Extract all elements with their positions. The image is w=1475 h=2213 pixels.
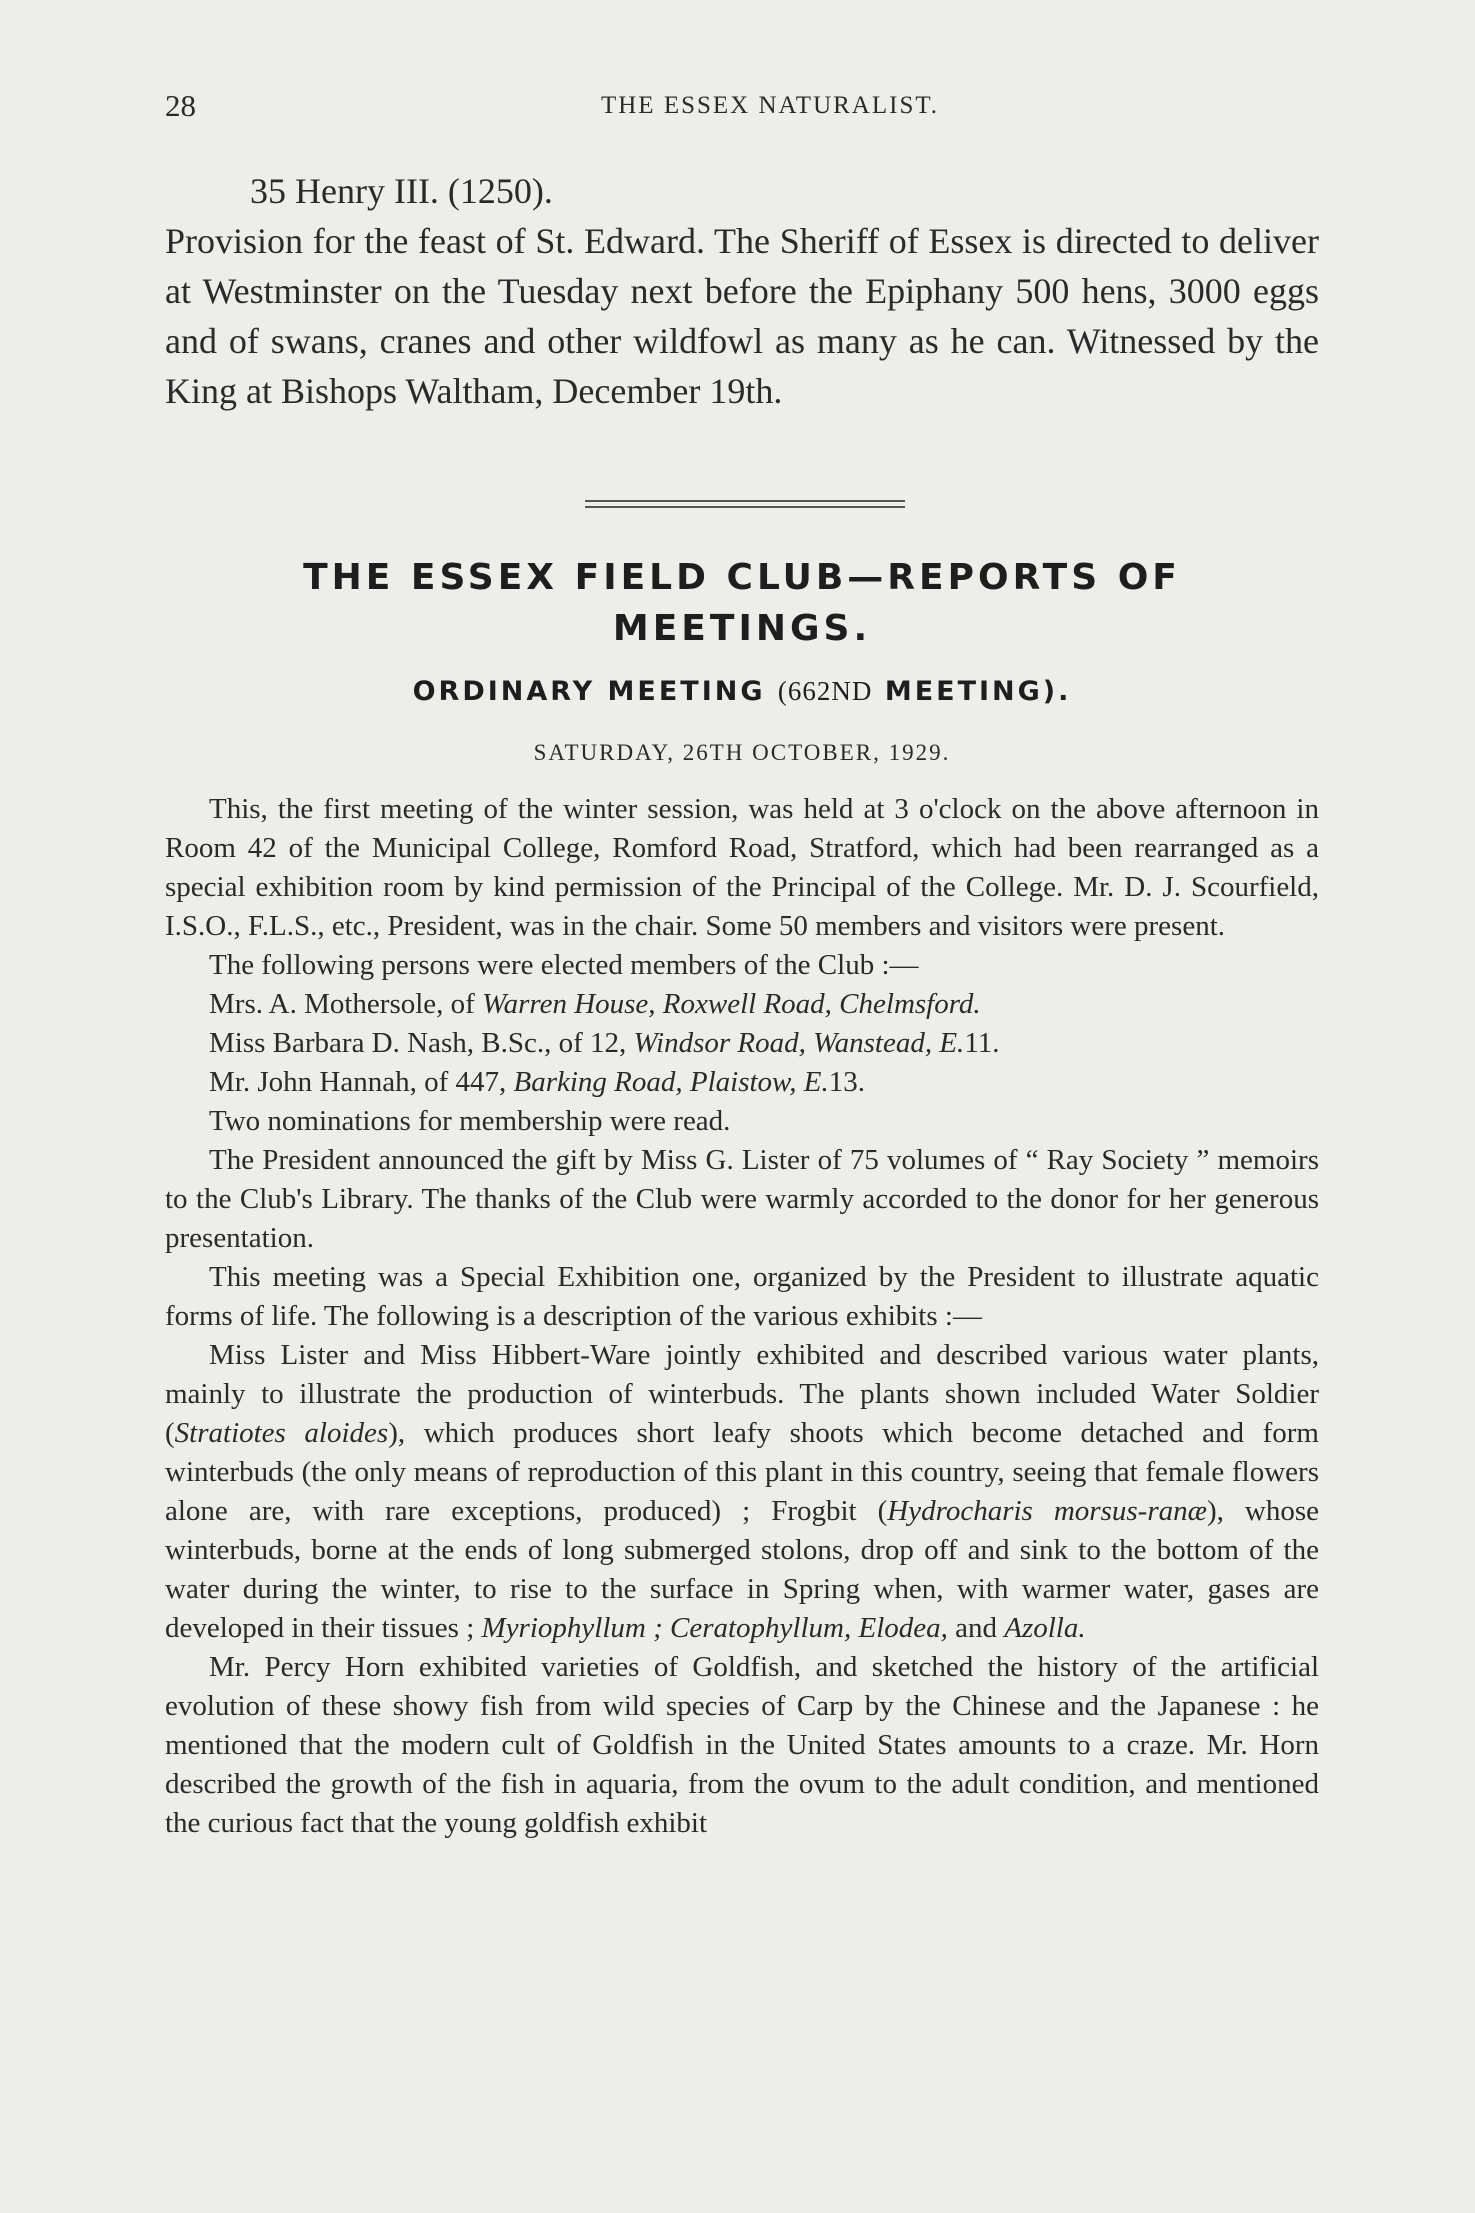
- paragraph-opening: This, the first meeting of the winter session, was held at 3 o'clock on the above afternoon in Room 42 of the Municipal College, Romford Road, Stratford, which had been rearranged as a special exhibition room by kind permission of the Principal of the College. Mr. D. J. Scourfield, I.S.O., F.L.S., etc., President, was in the chair. Some 50 members and visitors were present.: [165, 793, 1319, 942]
- text-run: Miss Lister and Miss Hibbert-Ware jointly exhibited and described various water plants, mainly to illustrate the production of winterbuds. The plants shown included Water Soldier (: [165, 1339, 1319, 1449]
- member-name: Mr. John Hannah, of 447,: [209, 1066, 514, 1098]
- member-postcode: 11.: [964, 1027, 1000, 1059]
- member-address: Windsor Road, Wanstead, E.: [633, 1027, 965, 1059]
- text-run: ), whose winterbuds, borne at the ends of long submerged stolons, drop off and sink to the bottom of the water during the winter, to rise to the surface in Spring when, with warmer water, gases are developed in their tissues ;: [165, 1495, 1319, 1644]
- paragraph-nominations: Two nominations for membership were read.: [209, 1105, 731, 1137]
- species-name: Azolla.: [1004, 1612, 1086, 1644]
- species-name: Hydrocharis morsus-ranæ: [887, 1495, 1207, 1527]
- entry-heading: 35 Henry III. (1250).: [250, 171, 553, 211]
- species-name: Myriophyllum ; Ceratophyllum, Elodea,: [481, 1612, 948, 1644]
- report-title: [165, 552, 1319, 654]
- paragraph-goldfish: Mr. Percy Horn exhibited varieties of Goldfish, and sketched the history of the artificial evolution of these showy fish from wild species of Carp by the Chinese and the Japanese : he mentioned that the modern cult of Goldfish in the United States amounts to a craze. Mr. Horn described the growth of the fish in aquaria, from the ovum to the adult condition, and mentioned the curious fact that the young goldfish exhibit: [165, 1651, 1319, 1839]
- paragraph-elections: The following persons were elected members of the Club :—: [209, 949, 919, 981]
- report-title-line2: MEETINGS.: [612, 608, 872, 649]
- member-name: Mrs. A. Mothersole, of: [209, 988, 483, 1020]
- meeting-subtitle-a: ORDINARY MEETING: [412, 676, 766, 707]
- report-title-line1: THE ESSEX FIELD CLUB—REPORTS OF: [303, 557, 1181, 598]
- text-run: and: [947, 1612, 1005, 1644]
- meeting-subtitle: [165, 676, 1319, 707]
- meeting-subtitle-c: MEETING).: [884, 676, 1072, 707]
- member-address: Warren House, Roxwell Road, Chelmsford.: [482, 988, 981, 1020]
- paragraph-exhibition: This meeting was a Special Exhibition one, organized by the President to illustrate aquatic forms of life. The following is a description of the various exhibits :—: [165, 1261, 1319, 1332]
- page-number: 28: [165, 88, 196, 123]
- section-divider: [585, 500, 905, 508]
- paragraph-water-plants: [165, 1336, 1319, 1648]
- paragraph-gift: The President announced the gift by Miss G. Lister of 75 volumes of “ Ray Society ” memoirs to the Club's Library. The thanks of the Club were warmly accorded to the donor for her generous presentation.: [165, 1144, 1319, 1254]
- text-run: ), which produces short leafy shoots which become detached and form winterbuds (the only means of reproduction of this plant in this country, seeing that female flowers alone are, with rare exceptions, produced) ; Frogbit (: [165, 1417, 1319, 1527]
- member-name: Miss Barbara D. Nash, B.Sc., of 12,: [209, 1027, 634, 1059]
- meeting-number: (662ND: [777, 676, 873, 706]
- species-name: Stratiotes aloides: [174, 1417, 389, 1449]
- new-member-2: [165, 1024, 1319, 1063]
- entry-text: Provision for the feast of St. Edward. The Sheriff of Essex is directed to deliver at Westminster on the Tuesday next before the Epiphany 500 hens, 3000 eggs and of swans, cranes and other wildfowl as many as he can. Witnessed by the King at Bishops Waltham, December 19th.: [165, 221, 1319, 411]
- new-member-1: [165, 985, 1319, 1024]
- running-head: THE ESSEX NATURALIST.: [600, 92, 940, 119]
- meeting-date: SATURDAY, 26TH OCTOBER, 1929.: [533, 740, 951, 765]
- page-header: [165, 88, 1315, 128]
- new-member-3: [165, 1063, 1319, 1102]
- entry-block: [165, 166, 1319, 416]
- report-body: [165, 790, 1319, 1843]
- member-address: Barking Road, Plaistow, E.: [513, 1066, 829, 1098]
- member-postcode: 13.: [828, 1066, 865, 1098]
